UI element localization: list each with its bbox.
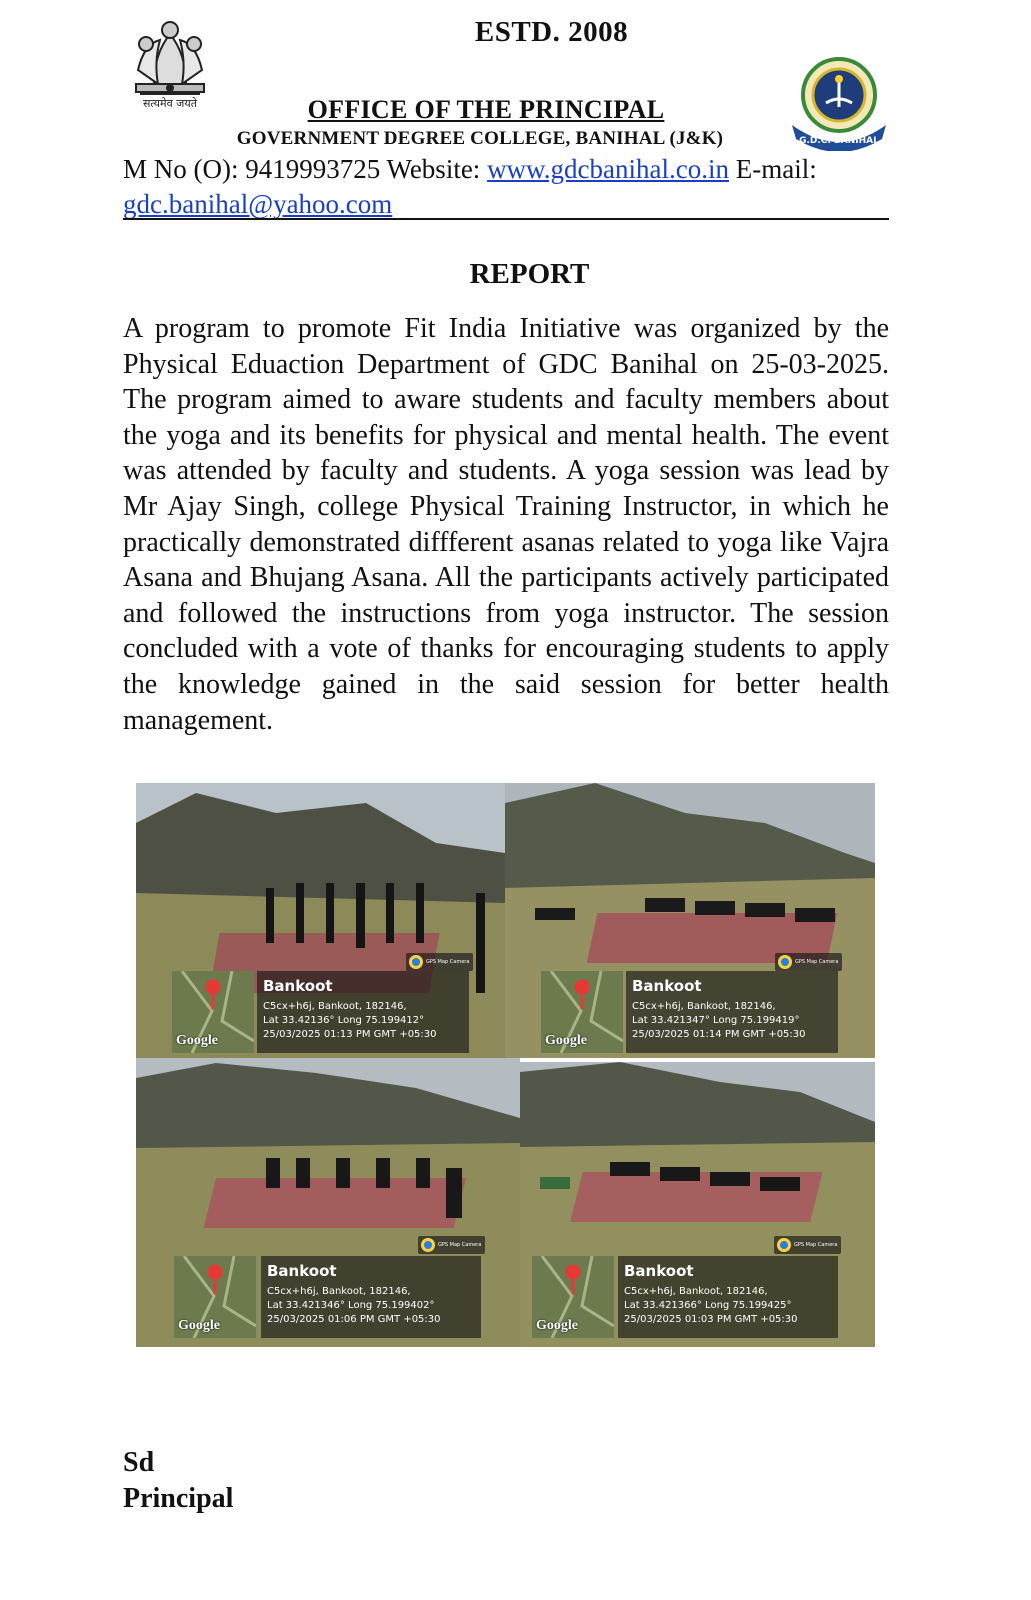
office-heading: OFFICE OF THE PRINCIPAL [307,95,665,124]
geo-coordinates: Lat 33.421347° Long 75.199419° [632,1015,800,1026]
geo-coordinates: Lat 33.421346° Long 75.199402° [267,1300,435,1311]
geo-place: Bankoot [624,1262,694,1280]
geo-plus-code: C5cx+h6j, Bankoot, 182146, [263,1001,407,1012]
report-title: REPORT [469,258,590,290]
gps-badge: GPS Map Camera [775,953,842,971]
gps-camera-icon [777,1238,791,1252]
header-divider [123,218,889,220]
mini-map: Google [174,1256,256,1338]
signature-sd: Sd [123,1447,155,1478]
geo-plus-code: C5cx+h6j, Bankoot, 182146, [624,1286,768,1297]
geo-place: Bankoot [632,977,702,995]
geo-place: Bankoot [267,1262,337,1280]
mini-map: Google [541,971,623,1053]
college-logo-icon [786,55,892,151]
event-photo-2 [505,783,875,1058]
gps-camera-icon [421,1238,435,1252]
event-photo-4 [520,1062,875,1347]
geo-datetime: 25/03/2025 01:13 PM GMT +05:30 [263,1029,437,1040]
gps-badge: GPS Map Camera [774,1236,841,1254]
geo-tag-overlay [257,971,469,1053]
geo-coordinates: Lat 33.421366° Long 75.199425° [624,1300,792,1311]
geo-plus-code: C5cx+h6j, Bankoot, 182146, [632,1001,776,1012]
contact-line [123,152,893,222]
event-photo-1 [136,783,505,1058]
established-year: ESTD. 2008 [474,16,629,48]
website-link[interactable]: www.gdcbanihal.co.in [487,154,729,184]
geo-datetime: 25/03/2025 01:06 PM GMT +05:30 [267,1314,441,1325]
signature-title: Principal [123,1483,234,1514]
geo-place: Bankoot [263,977,333,995]
geo-tag-overlay [261,1256,481,1338]
geo-tag-overlay [618,1256,838,1338]
contact-phone: M No (O): 9419993725 Website: [123,154,488,184]
mini-map: Google [172,971,254,1053]
gps-camera-icon [409,955,423,969]
gps-camera-icon [778,955,792,969]
geo-tag-overlay [626,971,838,1053]
svg-text:G.D.C. BANIHAL: G.D.C. BANIHAL [799,136,879,146]
college-name: GOVERNMENT DEGREE COLLEGE, BANIHAL (J&K) [236,128,724,149]
gps-badge: GPS Map Camera [406,953,473,971]
emblem-motto: सत्यमेव जयते [142,97,197,110]
event-photo-3 [136,1058,520,1347]
email-link[interactable]: gdc.banihal@yahoo.com [123,189,393,219]
email-label: E-mail: [729,154,817,184]
geo-datetime: 25/03/2025 01:03 PM GMT +05:30 [624,1314,798,1325]
gps-badge: GPS Map Camera [418,1236,485,1254]
report-body: A program to promote Fit India Initiative was organized by the Physical Eduaction Department of GDC Banihal on 25-03-2025. The program aimed to aware students and faculty members about the yoga and its benefits for physical and mental health. The event was attended by faculty and students. A yoga session was lead by Mr Ajay Singh, college Physical Training Instructor, in which he practically demonstrated diffferent asanas related to yoga like Vajra Asana and Bhujang Asana. All the participants actively participated and followed the instructions from yoga instructor. The session concluded with a vote of thanks for encouraging students to apply the knowledge gained in the said session for better health management. [123,313,889,736]
geo-coordinates: Lat 33.42136° Long 75.199412° [263,1015,425,1026]
geo-datetime: 25/03/2025 01:14 PM GMT +05:30 [632,1029,806,1040]
mini-map: Google [532,1256,614,1338]
signature-block [123,1445,233,1517]
geo-plus-code: C5cx+h6j, Bankoot, 182146, [267,1286,411,1297]
